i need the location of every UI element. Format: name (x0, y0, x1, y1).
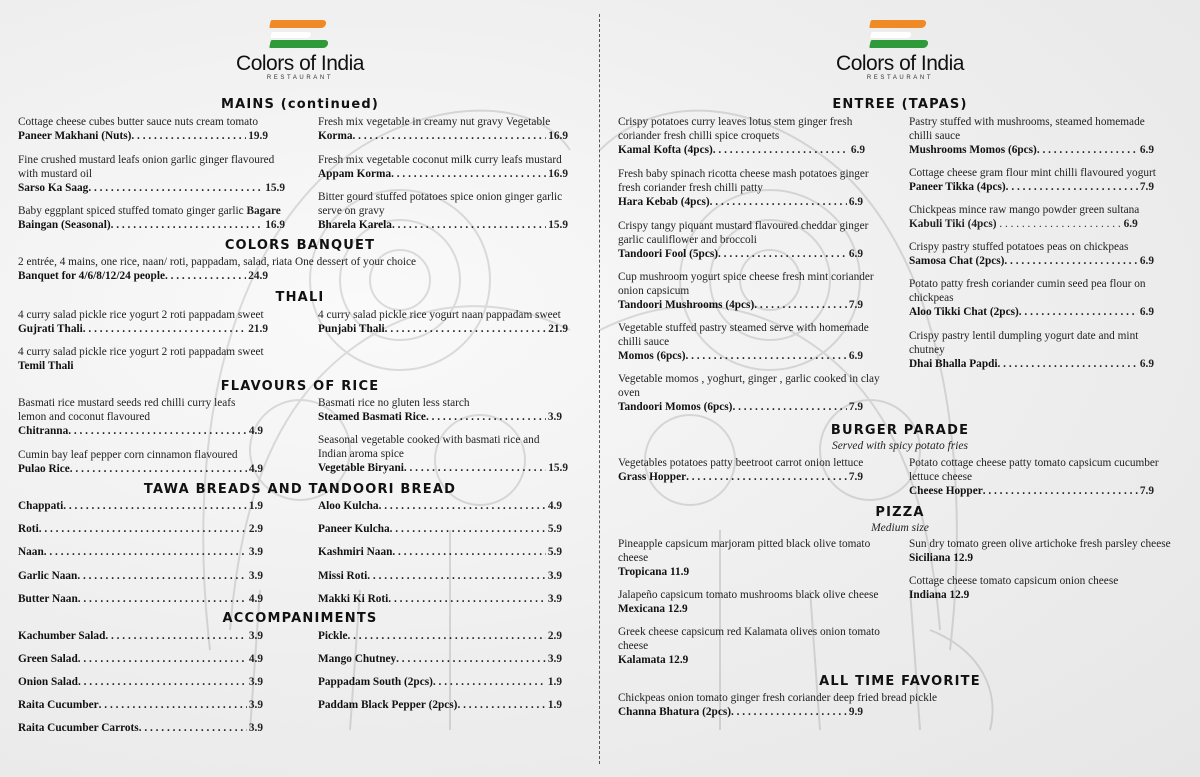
menu-item: Chappati . . . 1.9 (18, 499, 263, 513)
menu-item: Garlic Naan . . . 3.9 (18, 569, 263, 583)
menu-item: Fresh mix vegetable coconut milk curry leafs mustard Appam Korma . . . 16.9 (318, 153, 568, 181)
menu-item: Onion Salad . . . 3.9 (18, 675, 263, 689)
menu-item: Crispy tangy piquant mustard flavoured cheddar ginger garlic cauliflower and broccoli Tandoori Fool (5pcs) . . . 6.9 (618, 219, 883, 261)
menu-item: Jalapeño capsicum tomato mushrooms black olive cheese Mexicana 12.9 (618, 589, 879, 615)
brand-name: Colors of India (236, 52, 364, 75)
menu-item: Fresh baby spinach ricotta cheese mash potatoes ginger fresh coriander fresh chilli patty Hara Kebab (4pcs) . . . 6.9 (618, 167, 880, 209)
section-title-burger: BURGER PARADE (830, 423, 970, 438)
pizza-note: Medium size (871, 522, 929, 534)
menu-item: 4 curry salad pickle rice yogurt 2 roti pappadam sweet Gujrati Thali . . . 21.9 (18, 308, 268, 336)
section-title-mains: MAINS (continued) (220, 97, 380, 112)
logo-left (225, 20, 375, 82)
menu-item: Paneer Kulcha . . . 5.9 (318, 522, 562, 536)
menu-item: Bitter gourd stuffed potatoes spice onion ginger garlic serve on gravy Bharela Karela . . . 15.9 (318, 190, 568, 232)
menu-item: Potato patty fresh coriander cumin seed pea flour on chickpeas Aloo Tikki Chat (2pcs) . . . 6.9 (909, 277, 1154, 319)
burger-note: Served with spicy potato fries (831, 440, 969, 452)
page-divider (599, 14, 600, 764)
menu-item: Crispy pastry stuffed potatoes peas on chickpeas Samosa Chat (2pcs) . . . 6.9 (909, 240, 1154, 268)
menu-item: Greek cheese capsicum red Kalamata olives onion tomato cheese Kalamata 12.9 (618, 626, 880, 666)
menu-item: Baby eggplant spiced stuffed tomato ginger garlic Bagare Baingan (Seasonal) . . . 16.9 (18, 204, 285, 232)
menu-item: Green Salad . . . 4.9 (18, 652, 263, 666)
menu-item: Raita Cucumber Carrots . . . 3.9 (18, 721, 263, 735)
menu-item: Aloo Kulcha . . . 4.9 (318, 499, 562, 513)
menu-item: Missi Roti . . . 3.9 (318, 569, 562, 583)
flag-brushstroke-icon (870, 20, 930, 50)
menu-item: Cup mushroom yogurt spice cheese fresh mint coriander onion capsicum Tandoori Mushrooms (4pcs) . . . 7.9 (618, 270, 883, 312)
menu-item: 4 curry salad pickle rice yogurt 2 roti pappadam sweet Temil Thali (18, 346, 264, 372)
brand-sub: RESTAURANT (266, 75, 334, 81)
menu-item: Butter Naan . . . 4.9 (18, 592, 263, 606)
menu-item: Makki Ki Roti . . . 3.9 (318, 592, 562, 606)
menu-item: Kashmiri Naan . . . 5.9 (318, 545, 562, 559)
menu-item: Cottage cheese cubes butter sauce nuts cream tomato Paneer Makhani (Nuts) . . . 19.9 (18, 115, 268, 143)
menu-item: Pastry stuffed with mushrooms, steamed homemade chilli sauce Mushrooms Momos (6pcs) . . . 6.9 (909, 115, 1154, 157)
menu-item: Potato cottage cheese patty tomato capsicum cucumber lettuce cheese Cheese Hopper . . . 7.9 (909, 456, 1184, 498)
menu-item: Cumin bay leaf pepper corn cinnamon flavoured Pulao Rice . . . 4.9 (18, 448, 263, 476)
menu-item: Fresh mix vegetable in creamy nut gravy Vegetable Korma . . . 16.9 (318, 115, 568, 143)
menu-item: Vegetables potatoes patty beetroot carrot onion lettuce Grass Hopper . . . 7.9 (618, 456, 888, 484)
menu-item: Basmati rice mustard seeds red chilli curry leafs lemon and coconut flavoured Chitranna . . . 4.9 (18, 396, 263, 438)
menu-item: Sun dry tomato green olive artichoke fresh parsley cheese Siciliana 12.9 (909, 538, 1171, 564)
menu-item: Naan . . . 3.9 (18, 545, 263, 559)
menu-item: Pickle . . . 2.9 (318, 629, 562, 643)
menu-item: Vegetable momos , yoghurt, ginger , garlic cooked in clay oven Tandoori Momos (6pcs) . . . 7.9 (618, 372, 888, 414)
section-title-pizza: PIZZA (875, 505, 925, 520)
menu-item: Crispy pastry lentil dumpling yogurt date and mint chutney Dhai Bhalla Papdi . . . 6.9 (909, 329, 1154, 371)
menu-item: Paddam Black Pepper (2pcs) . . . 1.9 (318, 698, 562, 712)
menu-item: 4 curry salad pickle rice yogurt naan pappadam sweet Punjabi Thali . . . 21.9 (318, 308, 568, 336)
menu-item: Crispy potatoes curry leaves lotus stem ginger fresh coriander fresh chilli spice croquets Kamal Kofta (4pcs) . . . 6.9 (618, 115, 865, 157)
logo-right (825, 20, 975, 82)
flag-brushstroke-icon (270, 20, 330, 50)
section-title-breads: TAWA BREADS AND TANDOORI BREAD (143, 482, 457, 497)
brand-sub: RESTAURANT (866, 75, 934, 81)
menu-item: Cottage cheese gram flour mint chilli flavoured yogurt Paneer Tikka (4pcs) . . . 7.9 (909, 166, 1164, 194)
menu-item: 2 entrée, 4 mains, one rice, naan/ roti, pappadam, salad, riata One dessert of your choice Banquet for 4/6/8/12/24 people . . . 24.9 (18, 255, 268, 283)
menu-item: Fine crushed mustard leafs onion garlic ginger flavoured with mustard oil Sarso Ka Saag . . . 15.9 (18, 153, 285, 195)
section-title-favorite: ALL TIME FAVORITE (819, 674, 981, 689)
menu-item: Basmati rice no gluten less starch Steamed Basmati Rice . . . 3.9 (318, 396, 562, 424)
section-title-rice: FLAVOURS OF RICE (220, 379, 380, 394)
menu-item: Raita Cucumber . . . 3.9 (18, 698, 263, 712)
brand-name: Colors of India (836, 52, 964, 75)
menu-item: Kachumber Salad . . . 3.9 (18, 629, 263, 643)
section-title-banquet: COLORS BANQUET (224, 238, 376, 253)
menu-item: Pineapple capsicum marjoram pitted black olive tomato cheese Tropicana 11.9 (618, 538, 871, 578)
section-title-accompaniments: ACCOMPANIMENTS (222, 611, 378, 626)
menu-item: Chickpeas onion tomato ginger fresh coriander deep fried bread pickle Channa Bhatura (2pcs) . . . 9.9 (618, 691, 958, 719)
section-title-thali: THALI (275, 290, 325, 305)
menu-item: Vegetable stuffed pastry steamed serve with homemade chilli sauce Momos (6pcs) . . . 6.9 (618, 321, 883, 363)
menu-item: Mango Chutney . . . 3.9 (318, 652, 562, 666)
menu-item: Roti . . . 2.9 (18, 522, 263, 536)
menu-item: Cottage cheese tomato capsicum onion cheese Indiana 12.9 (909, 575, 1119, 601)
menu-item: Chickpeas mince raw mango powder green sultana Kabuli Tiki (4pcs) . . . . . . . . . . . . . . . . . . . . . . 6.9 (909, 204, 1140, 230)
menu-item: Pappadam South (2pcs) . . . 1.9 (318, 675, 562, 689)
menu-item: Seasonal vegetable cooked with basmati rice and Indian aroma spice Vegetable Biryani . . . 15.9 (318, 433, 568, 475)
section-title-entree: ENTREE (TAPAS) (832, 97, 968, 112)
